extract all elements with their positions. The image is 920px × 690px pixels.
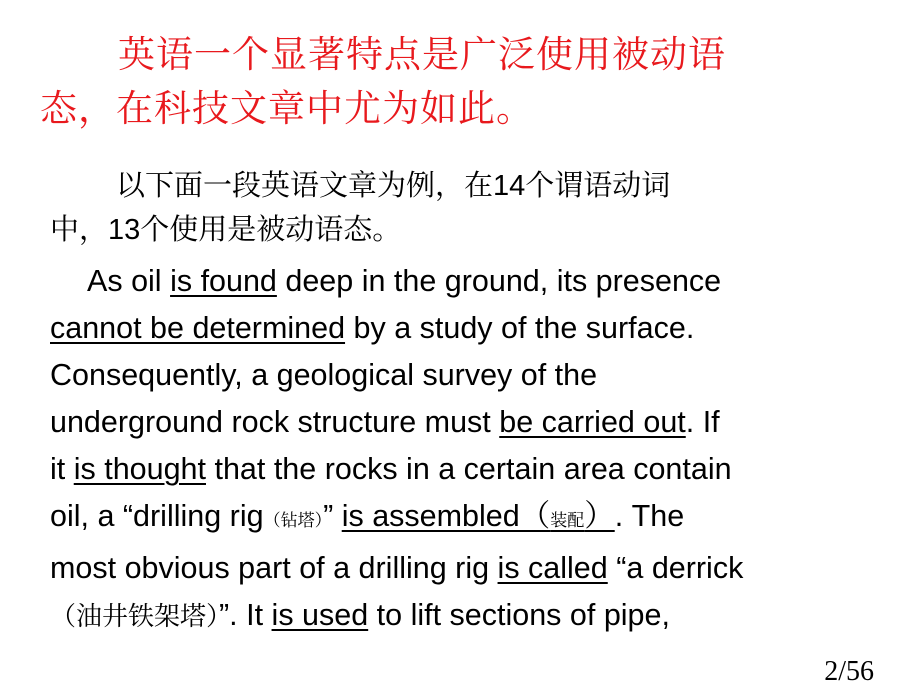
intro-line-2: 中，13个使用是被动语态。 [50,214,402,246]
passive-verb: is used [271,598,369,632]
passage-line-1: As oil is found deep in the ground, its presence [87,264,722,298]
passage-line-3: Consequently, a geological survey of the [50,358,598,392]
passive-verb: is assembled（装配） [341,499,615,533]
chinese-annotation: 装配 [550,511,585,531]
passive-verb: is thought [73,452,206,486]
passive-verb: is found [170,264,277,298]
chinese-annotation: （钻塔） [263,511,324,531]
intro-line-1: 以下面一段英语文章为例，在14个谓语动词 [116,170,671,202]
slide-title [40,28,900,136]
passage-line-6: oil, a “drilling rig（钻塔）” is assembled（装配）. The [50,499,685,533]
passage-line-7: most obvious part of a drilling rig is called “a derrick [50,551,744,585]
title-line-2: 态，在科技文章中尤为如此。 [40,87,534,130]
passive-verb: cannot be determined [50,311,346,345]
intro-paragraph [50,164,910,252]
passive-verb: is called [497,551,608,585]
chinese-annotation: （油井铁架塔） [50,602,220,632]
passage-line-4: underground rock structure must be carried out. If [50,405,720,439]
english-passage [50,258,910,641]
passage-line-8: （油井铁架塔）”. It is used to lift sections of pipe, [50,598,670,632]
passive-verb: be carried out [499,405,686,439]
page-number: 2/56 [824,656,874,687]
passage-line-5: it is thought that the rocks in a certain area contain [50,452,732,486]
title-line-1: 英语一个显著特点是广泛使用被动语 [118,33,726,76]
passage-line-2: cannot be determined by a study of the surface. [50,311,695,345]
